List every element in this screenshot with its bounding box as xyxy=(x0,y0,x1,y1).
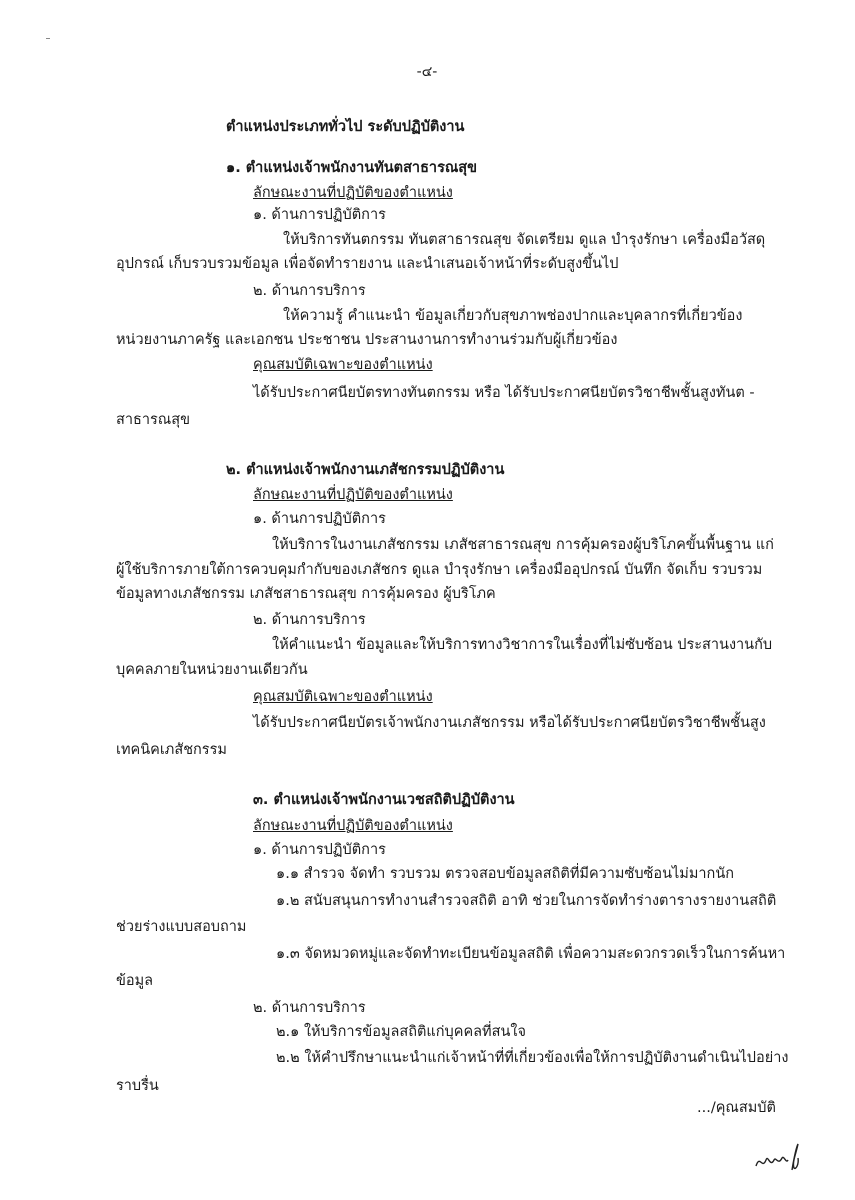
position-1-svc-label: ๒. ด้านการบริการ xyxy=(253,283,366,299)
page-number: -๔- xyxy=(416,64,438,80)
position-3-ops-item-3-line-1: ๑.๓ จัดหมวดหมู่และจัดทำทะเบียนข้อมูลสถิติ เพื่อความสะดวกรวดเร็วในการค้นหา xyxy=(276,946,786,962)
position-2-ops-line-2: ผู้ใช้บริการภายใต้การควบคุมกำกับของเภสัชกร ดูแล บำรุงรักษา เครื่องมืออุปกรณ์ บันทึก จัดเก็บ รวบรวม xyxy=(116,562,763,578)
position-3-duties-heading: ลักษณะงานที่ปฏิบัติของตำแหน่ง xyxy=(253,818,453,834)
position-3-title: ๓. ตำแหน่งเจ้าพนักงานเวชสถิติปฏิบัติงาน xyxy=(253,792,515,808)
position-2-qual-line-1: ได้รับประกาศนียบัตรเจ้าพนักงานเภสัชกรรม หรือได้รับประกาศนียบัตรวิชาชีพชั้นสูง xyxy=(253,715,766,731)
position-2-ops-line-1: ให้บริการในงานเภสัชกรรม เภสัชสาธารณสุข การคุ้มครองผู้บริโภคขั้นพื้นฐาน แก่ xyxy=(272,537,774,553)
position-3-svc-item-2-line-2: ราบรื่น xyxy=(116,1078,159,1094)
position-1-qual-line-1: ได้รับประกาศนียบัตรทางทันตกรรม หรือ ได้รับประกาศนียบัตรวิชาชีพชั้นสูงทันต - xyxy=(253,385,755,401)
position-2-svc-line-1: ให้คำแนะนำ ข้อมูลและให้บริการทางวิชาการในเรื่องที่ไม่ซับซ้อน ประสานงานกับ xyxy=(272,637,773,653)
position-2-ops-label: ๑. ด้านการปฏิบัติการ xyxy=(253,511,386,527)
position-1-title: ๑. ตำแหน่งเจ้าพนักงานทันตสาธารณสุข xyxy=(226,160,478,176)
position-1-svc-line-2: หน่วยงานภาครัฐ และเอกชน ประชาชน ประสานงานการทำงานร่วมกับผู้เกี่ยวข้อง xyxy=(116,332,618,348)
position-2-svc-line-2: บุคคลภายในหน่วยงานเดียวกัน xyxy=(116,662,308,678)
position-2-svc-label: ๒. ด้านการบริการ xyxy=(253,612,366,628)
scan-mark xyxy=(46,38,50,39)
position-1-qual-heading: คุณสมบัติเฉพาะของตำแหน่ง xyxy=(253,357,433,373)
position-3-ops-label: ๑. ด้านการปฏิบัติการ xyxy=(253,842,386,858)
position-1-ops-label: ๑. ด้านการปฏิบัติการ xyxy=(253,207,386,223)
position-2-ops-line-3: ข้อมูลทางเภสัชกรรม เภสัชสาธารณสุข การคุ้มครอง ผู้บริโภค xyxy=(116,586,496,602)
position-1-svc-line-1: ให้ความรู้ คำแนะนำ ข้อมูลเกี่ยวกับสุขภาพช่องปากและบุคลากรที่เกี่ยวข้อง xyxy=(283,308,743,324)
position-1-duties-heading: ลักษณะงานที่ปฏิบัติของตำแหน่ง xyxy=(253,185,453,201)
position-3-ops-item-3-line-2: ข้อมูล xyxy=(116,973,154,989)
position-2-qual-line-2: เทคนิคเภสัชกรรม xyxy=(116,742,227,758)
position-1-ops-line-1: ให้บริการทันตกรรม ทันตสาธารณสุข จัดเตรียม ดูแล บำรุงรักษา เครื่องมือวัสดุ xyxy=(283,232,766,248)
position-3-svc-item-1: ๒.๑ ให้บริการข้อมูลสถิติแก่บุคคลที่สนใจ xyxy=(276,1024,526,1040)
position-3-ops-item-2-line-2: ช่วยร่างแบบสอบถาม xyxy=(116,919,247,935)
position-3-svc-item-2-line-1: ๒.๒ ให้คำปรึกษาแนะนำแก่เจ้าหน้าที่ที่เกี่ยวข้องเพื่อให้การปฏิบัติงานดำเนินไปอย่าง xyxy=(276,1050,789,1066)
position-3-ops-item-1: ๑.๑ สำรวจ จัดทำ รวบรวม ตรวจสอบข้อมูลสถิติที่มีความซับซ้อนไม่มากนัก xyxy=(276,866,735,882)
position-2-duties-heading: ลักษณะงานที่ปฏิบัติของตำแหน่ง xyxy=(253,487,453,503)
position-2-title: ๒. ตำแหน่งเจ้าพนักงานเภสัชกรรมปฏิบัติงาน xyxy=(226,462,505,478)
continuation-note: .../คุณสมบัติ xyxy=(697,1100,776,1116)
handwritten-signature xyxy=(752,1140,802,1174)
position-3-svc-label: ๒. ด้านการบริการ xyxy=(253,1000,366,1016)
position-3-ops-item-2-line-1: ๑.๒ สนับสนุนการทำงานสำรวจสถิติ อาทิ ช่วยในการจัดทำร่างตารางรายงานสถิติ xyxy=(276,893,777,909)
position-2-qual-heading: คุณสมบัติเฉพาะของตำแหน่ง xyxy=(253,689,433,705)
position-1-qual-line-2: สาธารณสุข xyxy=(116,412,190,428)
section-heading: ตำแหน่งประเภททั่วไป ระดับปฏิบัติงาน xyxy=(226,119,465,135)
position-1-ops-line-2: อุปกรณ์ เก็บรวบรวมข้อมูล เพื่อจัดทำรายงาน และนำเสนอเจ้าหน้าที่ระดับสูงขึ้นไป xyxy=(116,256,619,272)
